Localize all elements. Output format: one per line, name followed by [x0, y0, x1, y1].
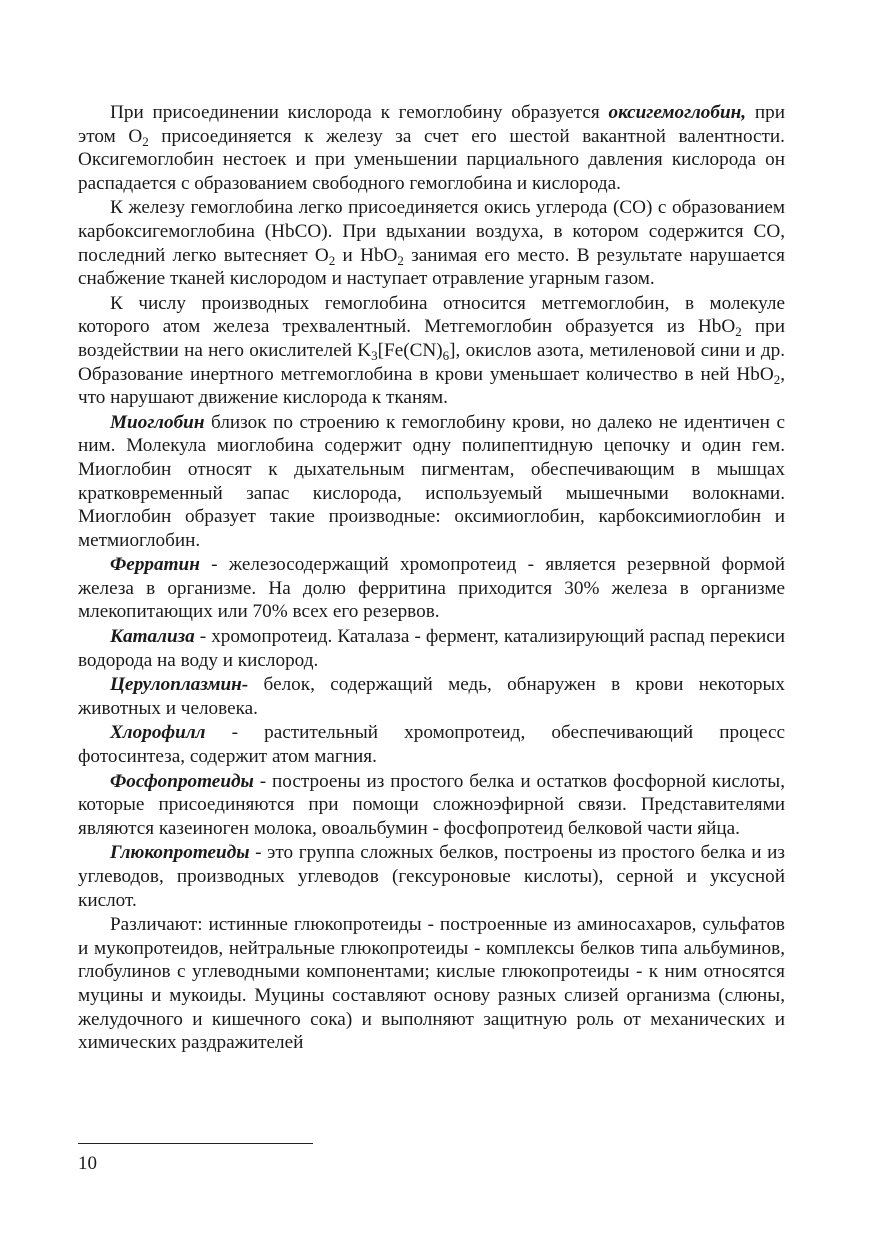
term-oxyhemoglobin: оксигемоглобин,	[608, 102, 747, 123]
paragraph-methemoglobin: К числу производных гемоглобина относится метгемоглобин, в молекуле которого атом железа трехвалентный. Метгемоглобин образуется из HbO$_2$ при воздействии на него окислителей $K_3[Fe(CN)_6]$, окислов азота, метиленовой сини и др. Образование инертного метгемоглобина в крови уменьшает количество в ней HbO$_2$, что нарушают движение кислорода к тканям.	[78, 292, 786, 409]
paragraph-carboxyhemoglobin: К железу гемоглобина легко присоединяется окись углерода (CO) с образованием карбоксигемоглобина (HbCO). При вдыхании воздуха, в котором содержится CO, последний легко вытесняет $O_2$ и HbO$_2$ занимая его место. В результате нарушается снабжение тканей кислородом и наступает отравление угарным газом.	[78, 197, 785, 290]
paragraph-phosphoproteins: Фосфопротеиды - построены из простого белка и остатков фосфорной кислоты, которые присоединяются при помощи сложноэфирной связи. Представителями являются казеиноген молока, овоальбумин - фосфопротеид белковой части яйца.	[78, 770, 785, 839]
term-ferritin: Ферратин	[110, 554, 200, 576]
term-phosphoproteins: Фосфопротеиды	[110, 770, 254, 792]
term-catalase: Катализа	[110, 626, 195, 648]
page-number: 10	[78, 1153, 97, 1174]
term-chlorophyll: Хлорофилл	[110, 722, 206, 744]
term-ceruloplasmin: Церулоплазмин-	[110, 674, 249, 696]
paragraph-ferritin: Ферратин - железосодержащий хромопротеид - является резервной формой железа в организме. На долю ферритина приходится 30% железа в организме млекопитающих или 70% всех его резервов.	[78, 554, 785, 623]
paragraph-glycoprotein-types: Различают: истинные глюкопротеиды - построенные из аминосахаров, сульфатов и мукопротеидов, нейтральные глюкопротеиды - комплексы белков типа альбуминов, глобулинов с углеводными компонентами; кислые глюкопротеиды - к ним относятся муцины и мукоиды. Муцины составляют основу разных слизей организма (слюны, желудочного и кишечного сока) и выполняют защитную роль от механических и химических раздражителей	[78, 914, 785, 1054]
footnote-divider	[78, 1143, 313, 1144]
paragraph-catalase: Катализа - хромопротеид. Каталаза - фермент, катализирующий распад перекиси водорода на воду и кислород.	[78, 626, 785, 671]
paragraph-glycoproteins: Глюкопротеиды - это группа сложных белков, построены из простого белка и из углеводов, производных углеводов (гексуроновые кислоты), серной и уксусной кислот.	[78, 842, 785, 911]
term-myoglobin: Миоглобин	[110, 411, 205, 433]
paragraph-oxyhemoglobin: При присоединении кислорода к гемоглобину образуется оксигемоглобин, при этом $O_2$ присоединяется к железу за счет его шестой вакантной валентности. Оксигемоглобин нестоек и при уменьшении парциального давления кислорода он распадается с образованием свободного гемоглобина и кислорода.	[78, 102, 785, 194]
paragraph-ceruloplasmin: Церулоплазмин- белок, содержащий медь, обнаружен в крови некоторых животных и человека.	[78, 674, 785, 719]
page-body	[78, 101, 785, 1055]
paragraph-chlorophyll: Хлорофилл - растительный хромопротеид, обеспечивающий процесс фотосинтеза, содержит атом магния.	[78, 722, 785, 768]
term-glycoproteins: Глюкопротеиды	[110, 842, 250, 864]
paragraph-myoglobin: Миоглобин близок по строению к гемоглобину крови, но далеко не идентичен с ним. Молекула миоглобина содержит одну полипептидную цепочку и один гем. Миоглобин относят к дыхательным пигментам, обеспечивающим в мышцах кратковременный запас кислорода, используемый мышечными волокнами. Миоглобин образует такие производные: оксимиоглобин, карбоксимиоглобин и метмиоглобин.	[78, 411, 785, 551]
